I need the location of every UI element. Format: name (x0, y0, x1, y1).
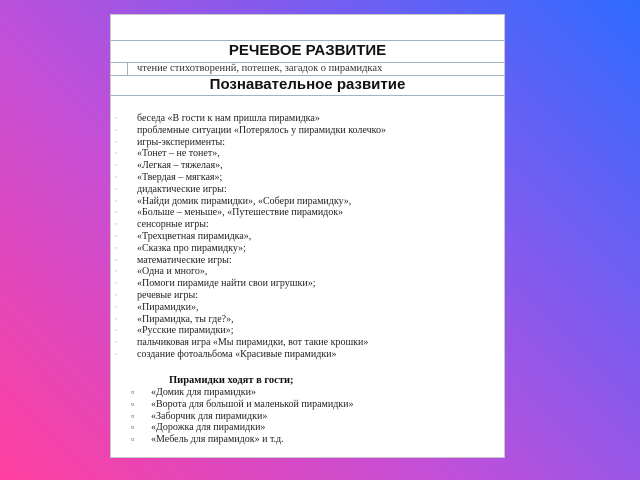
bullet-icon: ◦ (115, 290, 118, 299)
bullet-icon: ◦ (115, 326, 118, 335)
list-item-text: беседа «В гости к нам пришла пирамидка» (137, 113, 320, 124)
list-item-text: «Легкая – тяжелая», (137, 160, 223, 172)
bullet-icon: ◦ (115, 125, 118, 134)
heading-cognitive-development: Познавательное развитие (209, 76, 406, 93)
list-item-text: «Ворота для большой и маленькой пирамидки» (151, 398, 354, 410)
square-bullet-icon: ▫ (131, 387, 135, 397)
list-item-text: «Дорожка для пирамидки» (151, 422, 266, 434)
list-item-text: «Заборчик для пирамидки» (151, 410, 268, 422)
square-bullet-icon: ▫ (131, 398, 135, 409)
list-item-text: «Русские пирамидки»; (137, 325, 234, 337)
bullet-icon: ◦ (115, 255, 118, 264)
square-bullet-icon: ▫ (131, 410, 135, 421)
table-row-speech-item (111, 62, 504, 76)
list-item-text: «Мебель для пирамидок» и т.д. (151, 434, 284, 446)
bullet-icon: ◦ (115, 137, 118, 146)
square-bullet-icon: ▫ (131, 422, 135, 433)
bullet-icon: ◦ (115, 267, 118, 276)
visits-title: Пирамидки ходят в гости; (169, 375, 294, 386)
bullet-icon: ◦ (115, 314, 118, 323)
bullet-icon: ◦ (115, 172, 118, 181)
bullet-icon: ◦ (115, 184, 118, 193)
square-bullet-icon: ▫ (131, 434, 135, 445)
list-item-text: сенсорные игры: (137, 219, 209, 231)
bullet-icon: ◦ (115, 243, 118, 252)
table-column-divider (127, 62, 128, 75)
list-item-text: «Найди домик пирамидки», «Собери пирамидку», (137, 195, 352, 207)
list-item-text: «Пирамидка, ты где?», (137, 313, 234, 325)
list-item-text: проблемные ситуации «Потерялось у пирамидки колечко» (137, 124, 386, 136)
bullet-icon: ◦ (115, 338, 118, 347)
heading-speech-development: РЕЧЕВОЕ РАЗВИТИЕ (228, 42, 387, 59)
list-item-text: игры-эксперименты: (137, 136, 225, 148)
table-row-cognitive-heading (111, 75, 504, 96)
list-item-text: «Помоги пирамиде найти свои игрушки»; (137, 278, 316, 290)
bullet-icon: ◦ (115, 114, 118, 122)
table-row-speech-heading (111, 40, 504, 63)
bullet-icon: ◦ (115, 208, 118, 217)
list-item-text: «Тонет – не тонет», (137, 148, 220, 160)
speech-item-text: чтение стихотворений, потешек, загадок о пирамидках (137, 63, 383, 74)
bullet-icon: ◦ (115, 161, 118, 170)
list-item-text: «Пирамидки», (137, 301, 199, 313)
bullet-icon: ◦ (115, 220, 118, 229)
list-item-text: «Домик для пирамидки» (151, 387, 256, 398)
table-row-empty (111, 15, 504, 41)
bullet-icon: ◦ (115, 196, 118, 205)
list-item-text: создание фотоальбома «Красивые пирамидки» (137, 348, 337, 360)
list-item-text: «Одна и много», (137, 266, 208, 278)
bullet-icon: ◦ (115, 279, 118, 288)
bullet-icon: ◦ (115, 149, 118, 158)
bullet-icon: ◦ (115, 231, 118, 240)
list-item-text: «Трехцветная пирамидка», (137, 230, 252, 242)
list-item-text: «Больше – меньше», «Путешествие пирамидок» (137, 207, 344, 219)
list-item-text: пальчиковая игра «Мы пирамидки, вот такие крошки» (137, 337, 369, 349)
document-page (110, 14, 505, 458)
list-item-text: дидактические игры: (137, 183, 227, 195)
list-item-text: речевые игры: (137, 289, 198, 301)
list-item-text: «Твердая – мягкая»; (137, 171, 223, 183)
list-item-text: математические игры: (137, 254, 232, 266)
list-item-text: «Сказка про пирамидку»; (137, 242, 246, 254)
bullet-icon: ◦ (115, 302, 118, 311)
bullet-icon: ◦ (115, 349, 118, 358)
